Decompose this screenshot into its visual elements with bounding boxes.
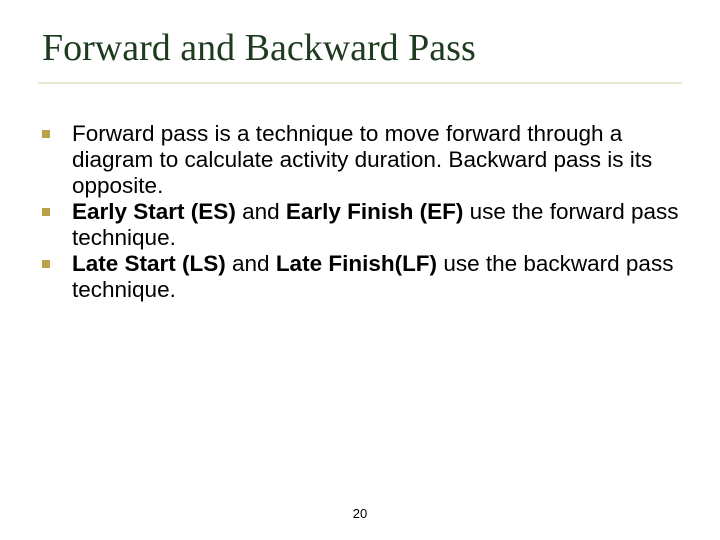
square-bullet-icon [42, 130, 50, 138]
term-late-start: Late Start (LS) [72, 251, 226, 276]
bullet-list [40, 121, 680, 303]
bullet-joiner: and [235, 199, 286, 224]
bullet-joiner: and [225, 251, 276, 276]
term-late-finish: Late Finish(LF) [275, 251, 438, 276]
term-early-finish: Early Finish (EF) [285, 199, 464, 224]
bullet-text-rest: use the forward pass technique. [72, 199, 679, 250]
bullet-item-late-start-finish [40, 251, 680, 303]
bullet-item-forward-pass [40, 121, 680, 199]
square-bullet-icon [42, 260, 50, 268]
title-divider [38, 82, 682, 84]
bullet-text-rest: use the backward pass technique. [72, 251, 674, 302]
slide-title: Forward and Backward Pass [42, 27, 476, 69]
square-bullet-icon [42, 208, 50, 216]
page-number: 20 [352, 506, 368, 521]
bullet-item-early-start-finish [40, 199, 680, 251]
term-early-start: Early Start (ES) [72, 199, 236, 224]
bullet-text: Forward pass is a technique to move forward through a diagram to calculate activity duration. Backward pass is its opposite. [72, 121, 653, 198]
